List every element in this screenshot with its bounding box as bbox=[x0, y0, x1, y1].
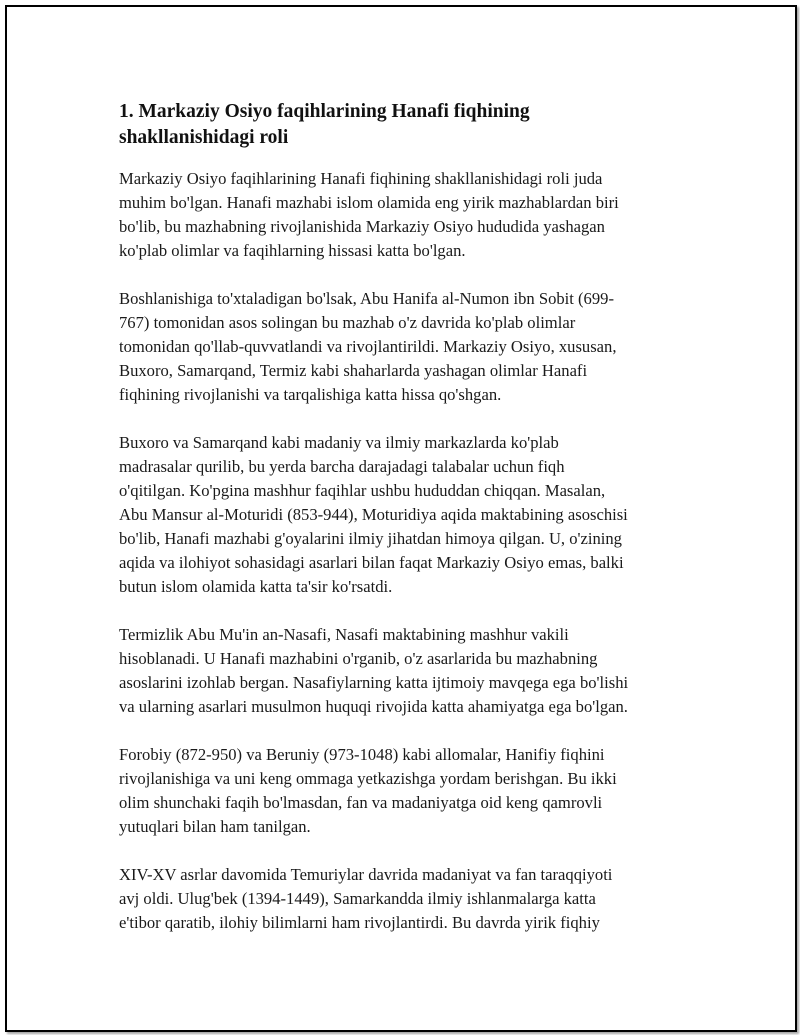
text-line: muhim bo'lgan. Hanafi mazhabi islom olamida eng yirik mazhablardan biri bbox=[119, 193, 619, 212]
document-page bbox=[5, 5, 797, 1032]
text-line: va ularning asarlari musulmon huquqi rivojida katta ahamiyatga ega bo'lgan. bbox=[119, 697, 628, 716]
text-line: butun islom olamida katta ta'sir ko'rsatdi. bbox=[119, 577, 393, 596]
text-line: e'tibor qaratib, ilohiy bilimlarni ham rivojlantirdi. Bu davrda yirik fiqhiy bbox=[119, 913, 600, 932]
body-paragraph bbox=[119, 167, 679, 263]
text-line: ko'plab olimlar va faqihlarning hissasi katta bo'lgan. bbox=[119, 241, 466, 260]
body-paragraph bbox=[119, 287, 679, 407]
heading-line: 1. Markaziy Osiyo faqihlarining Hanafi fiqhining bbox=[119, 101, 530, 122]
text-line: bo'lib, bu mazhabning rivojlanishida Markaziy Osiyo hududida yashagan bbox=[119, 217, 605, 236]
heading-line: shakllanishidagi roli bbox=[119, 127, 289, 148]
text-line: o'qitilgan. Ko'pgina mashhur faqihlar ushbu hududdan chiqqan. Masalan, bbox=[119, 481, 606, 500]
text-line: Termizlik Abu Mu'in an-Nasafi, Nasafi maktabining mashhur vakili bbox=[119, 625, 569, 644]
text-line: XIV-XV asrlar davomida Temuriylar davrida madaniyat va fan taraqqiyoti bbox=[119, 865, 613, 884]
text-line: rivojlanishiga va uni keng ommaga yetkazishga yordam berishgan. Bu ikki bbox=[119, 769, 617, 788]
text-line: fiqhining rivojlanishi va tarqalishiga katta hissa qo'shgan. bbox=[119, 385, 502, 404]
text-line: Abu Mansur al-Moturidi (853-944), Moturidiya aqida maktabining asoschisi bbox=[119, 505, 628, 524]
body-paragraph bbox=[119, 431, 679, 599]
text-line: asoslarini izohlab bergan. Nasafiylarning katta ijtimoiy mavqega ega bo'lishi bbox=[119, 673, 629, 692]
text-line: olim shunchaki faqih bo'lmasdan, fan va madaniyatga oid keng qamrovli bbox=[119, 793, 603, 812]
body-paragraph bbox=[119, 743, 679, 839]
text-line: tomonidan qo'llab-quvvatlandi va rivojlantirildi. Markaziy Osiyo, xususan, bbox=[119, 337, 617, 356]
text-line: Forobiy (872-950) va Beruniy (973-1048) kabi allomalar, Hanifiy fiqhini bbox=[119, 745, 605, 764]
body-paragraph bbox=[119, 863, 679, 935]
paragraph-list bbox=[119, 167, 679, 935]
text-line: bo'lib, Hanafi mazhabi g'oyalarini ilmiy jihatdan himoya qilgan. U, o'zining bbox=[119, 529, 622, 548]
section-heading bbox=[119, 99, 679, 151]
document-content bbox=[119, 99, 679, 959]
text-line: aqida va ilohiyot sohasidagi asarlari bilan faqat Markaziy Osiyo emas, balki bbox=[119, 553, 624, 572]
text-line: Boshlanishiga to'xtaladigan bo'lsak, Abu Hanifa al-Numon ibn Sobit (699- bbox=[119, 289, 614, 308]
text-line: madrasalar qurilib, bu yerda barcha darajadagi talabalar uchun fiqh bbox=[119, 457, 565, 476]
text-line: hisoblanadi. U Hanafi mazhabini o'rganib, o'z asarlarida bu mazhabning bbox=[119, 649, 598, 668]
text-line: yutuqlari bilan ham tanilgan. bbox=[119, 817, 311, 836]
text-line: Markaziy Osiyo faqihlarining Hanafi fiqhining shakllanishidagi roli juda bbox=[119, 169, 603, 188]
text-line: Buxoro, Samarqand, Termiz kabi shaharlarda yashagan olimlar Hanafi bbox=[119, 361, 588, 380]
text-line: Buxoro va Samarqand kabi madaniy va ilmiy markazlarda ko'plab bbox=[119, 433, 559, 452]
body-paragraph bbox=[119, 623, 679, 719]
text-line: avj oldi. Ulug'bek (1394-1449), Samarkandda ilmiy ishlanmalarga katta bbox=[119, 889, 596, 908]
text-line: 767) tomonidan asos solingan bu mazhab o'z davrida ko'plab olimlar bbox=[119, 313, 576, 332]
